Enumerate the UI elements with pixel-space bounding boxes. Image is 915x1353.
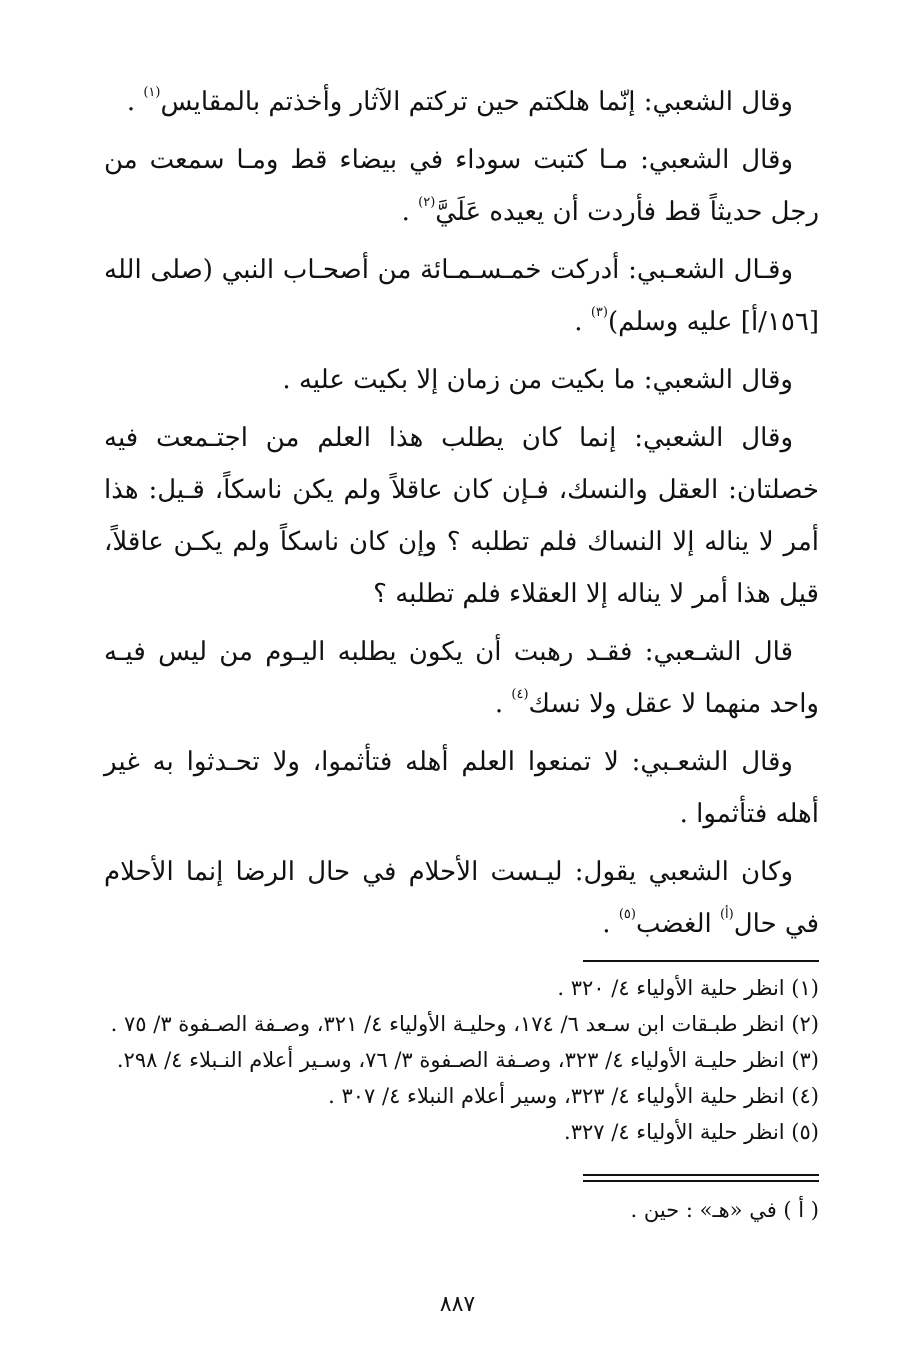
paragraph (104, 134, 819, 238)
paragraph (104, 626, 819, 730)
main-text (104, 76, 819, 950)
paragraph (104, 736, 819, 840)
footnote: (٥) انظر حلية الأولياء ٤/ ٣٢٧. (564, 1120, 819, 1144)
footnote-marker: (٤) (511, 687, 529, 702)
footnote: (٣) انظر حليـة الأولياء ٤/ ٣٢٣، وصـفة الصـفوة ٣/ ٧٦، وسـير أعلام النـبلاء ٤/ ٢٩٨. (116, 1048, 819, 1072)
variant-marker: (أ) (719, 907, 734, 922)
paragraph-end: . (574, 307, 591, 337)
footnote-marker: (١) (143, 85, 161, 100)
paragraph (104, 412, 819, 620)
paragraph-text: وقال الشعبي: إنّما هلكتم حين تركتم الآثار وأخذتم بالمقايس (160, 87, 793, 117)
paragraph-text-continued: الغضب (635, 909, 720, 939)
paragraph-text: قال الشـعبي: فقـد رهبت أن يكون يطلبه اليـوم من ليس فيـه واحد منهما لا عقل ولا نسك (104, 637, 819, 719)
paragraph-text: وقال الشعبي: إنما كان يطلب هذا العلم من اجتـمعت فيه خصلتان: العقل والنسك، فـإن كان عاقلاً ولم يكن ناسكاً، قـيل: هذا أمر لا يناله إلا النساك فلم تطلبه ؟ وإن كان ناسكاً ولم يكـن عاقلاً، قيل هذا أمر لا يناله إلا العقلاء فلم تطلبه ؟ (104, 423, 819, 609)
paragraph-text: وقال الشعبي: مـا كتبت سوداء في بيضاء قط ومـا سمعت من رجل حديثاً قط فأردت أن يعيده عَلَيَّ (104, 145, 819, 227)
footnote-marker: (٥) (618, 907, 636, 922)
footnote-separator (583, 960, 819, 962)
footnote-marker: (٢) (418, 195, 436, 210)
paragraph-text: وقـال الشعـبي: أدركت خمـسـمـائة من أصحـاب النبي (صلى الله [١٥٦/أ] عليه وسلم) (104, 255, 819, 337)
variant-separator (583, 1174, 819, 1182)
variant-note: ( أ ) في «هـ» : حين . (630, 1198, 819, 1222)
paragraph-end: . (494, 689, 512, 719)
paragraph-text: وقال الشعبي: ما بكيت من زمان إلا بكيت عليه . (282, 365, 793, 395)
footnote: (٤) انظر حلية الأولياء ٤/ ٣٢٣، وسير أعلام النبلاء ٤/ ٣٠٧ . (328, 1084, 819, 1108)
paragraph-end: . (401, 197, 419, 227)
footnotes (104, 970, 819, 1150)
paragraph-text: وكان الشعبي يقول: ليـست الأحلام في حال الرضا إنما الأحلام في حال (104, 857, 819, 939)
paragraph (104, 354, 819, 406)
paragraph (104, 244, 819, 348)
paragraph (104, 76, 819, 128)
footnote: (٢) انظر طبـقات ابن سـعد ٦/ ١٧٤، وحليـة الأولياء ٤/ ٣٢١، وصـفة الصـفوة ٣/ ٧٥ . (110, 1012, 819, 1036)
paragraph (104, 846, 819, 950)
footnote-marker: (٣) (590, 305, 608, 320)
paragraph-text: وقال الشعـبي: لا تمنعوا العلم أهله فتأثموا، ولا تحـدثوا به غير أهله فتأثموا . (104, 747, 819, 829)
footnote: (١) انظر حلية الأولياء ٤/ ٣٢٠ . (557, 976, 819, 1000)
paragraph-end: . (602, 909, 619, 939)
page-number: ٨٨٧ (439, 1292, 476, 1317)
paragraph-end: . (126, 87, 144, 117)
